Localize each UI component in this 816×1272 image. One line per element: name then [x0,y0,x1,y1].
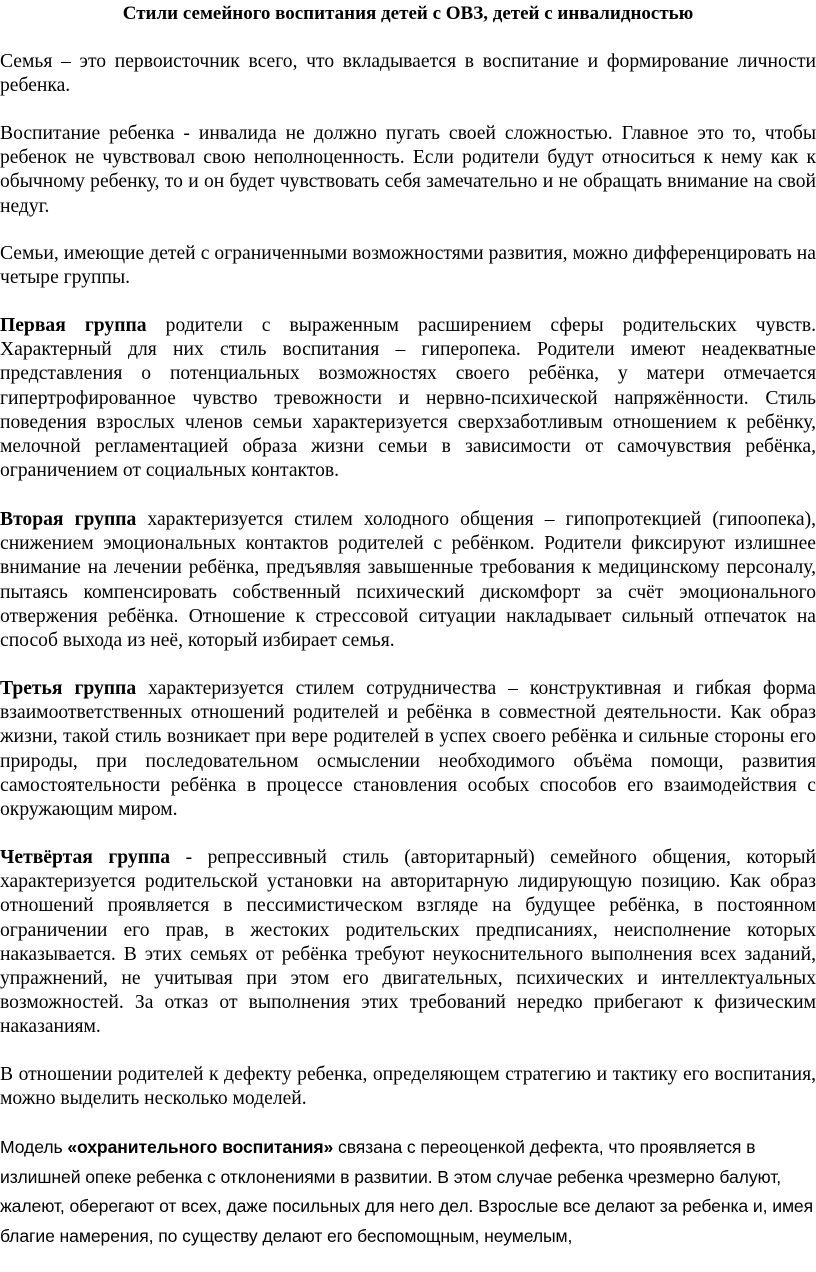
document-title: Стили семейного воспитания детей с ОВЗ, детей с инвалидностью [122,3,694,24]
paragraph-first-group [0,314,816,483]
protective-model-text: связана с переоценкой дефекта, что проявляется в излишней опеке ребенка с отклонениями в развитии. В этом случае ребенка чрезмерно балуют, жалеют, оберегают от всех, даже посильных для него дел. Взрослые все делают за ребенка и, имея благие намерения, по существу делают его беспомощным, неумелым, [0,1137,814,1246]
first-group-heading: Первая группа [0,315,147,336]
paragraph-protective-model [0,1133,816,1251]
paragraph-fourth-group [0,846,816,1040]
third-group-heading: Третья группа [0,678,137,699]
paragraph-four-groups: Семьи, имеющие детей с ограниченными возможностями развития, можно дифференцировать на четыре группы. [0,243,816,289]
first-group-text: родители с выраженным расширением сферы родительских чувств. Характерный для них стиль воспитания – гиперопека. Родители имеют неадекватные представления о потенциальных возможностях своего ребёнка, у матери отмечается гипертрофированное чувство тревожности и нервно-психической напряжённости. Стиль поведения взрослых членов семьи характеризуется сверхзаботливым отношением к ребёнку, мелочной регламентацией образа жизни семьи в зависимости от самочувствия ребёнка, ограничением от социальных контактов. [0,315,816,482]
second-group-text: характеризуется стилем холодного общения – гипопротекцией (гипоопека), снижением эмоциональных контактов родителей с ребёнком. Родители фиксируют излишнее внимание на лечении ребёнка, предъявляя завышенные требования к медицинскому персоналу, пытаясь компенсировать собственный психический дискомфорт за счёт эмоционального отвержения ребёнка. Отношение к стрессовой ситуации накладывает сильный отпечаток на способ выхода из неё, который избирает семья. [0,509,816,652]
paragraph-models-intro: В отношении родителей к дефекту ребенка, определяющем стратегию и тактику его воспитания, можно выделить несколько моделей. [0,1064,816,1110]
second-group-heading: Вторая группа [0,509,137,530]
fourth-group-text: - репрессивный стиль (авторитарный) семейного общения, который характеризуется родительской установки на авторитарную лидирующую позицию. Как образ отношений проявляется в пессимистическом взгляде на будущее ребёнка, в постоянном ограничении его прав, в жестоких родительских предписаниях, неисполнение которых наказывается. В этих семьях от ребёнка требуют неукоснительного выполнения всех заданий, упражнений, не учитывая при этом его двигательных, психических и интеллектуальных возможностей. За отказ от выполнения этих требований нередко прибегают к физическим наказаниям. [0,847,816,1038]
paragraph-family-source: Семья – это первоисточник всего, что вкладывается в воспитание и формирование личности ребенка. [0,51,816,97]
protective-model-heading: «охранительного воспитания» [67,1137,334,1157]
fourth-group-heading: Четвёртая группа [0,847,171,868]
paragraph-upbringing: Воспитание ребенка - инвалида не должно пугать своей сложностью. Главное это то, чтобы ребенок не чувствовал свою неполноценность. Если родители будут относиться к нему как к обычному ребенку, то и он будет чувствовать себя замечательно и не обращать внимание на свой недуг. [0,123,816,217]
paragraph-third-group [0,677,816,822]
third-group-text: характеризуется стилем сотрудничества – конструктивная и гибкая форма взаимоответственных отношений родителей и ребёнка в совместной деятельности. Как образ жизни, такой стиль возникает при вере родителей в успех своего ребёнка и сильные стороны его природы, при последовательном осмыслении необходимого объёма помощи, развития самостоятельности ребёнка в процессе становления особых способов его взаимодействия с окружающим миром. [0,678,816,821]
protective-model-prefix: Модель [0,1137,68,1157]
paragraph-second-group [0,508,816,653]
